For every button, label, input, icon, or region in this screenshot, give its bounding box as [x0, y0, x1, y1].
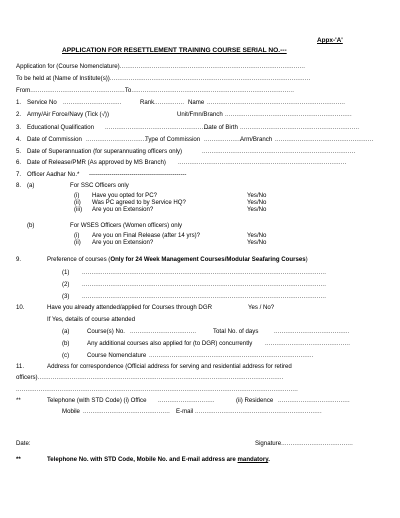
signature-label: Signature: [255, 440, 282, 447]
field-4-row: [16, 136, 374, 143]
to-label: To: [124, 87, 132, 94]
q10-a-row: [62, 328, 350, 335]
preference-option: [62, 281, 327, 288]
field-number: 7.: [16, 171, 22, 178]
option-number: (1): [62, 269, 70, 276]
field-3-row: [16, 124, 360, 131]
release-date-field[interactable]: .........................................................................................: [178, 159, 347, 166]
commission-date-label: Date of Commission: [27, 136, 82, 143]
service-branch-label: Army/Air Force/Navy (Tick (√)): [27, 111, 109, 118]
aadhar-field[interactable]: ------------------------------------------------: [89, 171, 187, 178]
q11-cont: officers): [16, 374, 38, 381]
course-nomenclature-label: Application for (Course Nomenclature): [16, 63, 120, 70]
course-nomenclature-label: Course Nomenclature: [87, 352, 147, 359]
commission-type-field[interactable]: ....................: [204, 136, 242, 143]
superannuation-label: Date of Superannuation (for superannuating officers only): [27, 148, 183, 155]
yes-no-option[interactable]: Yes/No: [247, 199, 267, 206]
additional-courses-field[interactable]: .............................................: [265, 340, 351, 347]
field-6-row: [16, 159, 347, 166]
asterisk-mark: **: [16, 397, 21, 404]
field-number: 5.: [16, 148, 22, 155]
item-number: (i): [74, 192, 80, 199]
rank-label: Rank: [140, 99, 155, 106]
item-number: (iii): [74, 206, 83, 213]
email-field[interactable]: ...................................................................: [195, 408, 322, 415]
q10-row: [16, 304, 275, 311]
institute-label: To be held at (Name of Institute(s)): [16, 75, 110, 82]
signature-field[interactable]: ......................................: [281, 440, 354, 447]
commission-type-label: Type of Commission: [145, 136, 201, 143]
additional-courses-label: Any additional courses also applied for (to DGR) concurrently: [87, 340, 253, 347]
release-date-label: Date of Release/PMR (As approved by MS Branch): [27, 159, 166, 166]
q8-b-row: [27, 222, 183, 229]
yes-no-option[interactable]: Yes/No: [247, 206, 267, 213]
service-no-label: Service No: [27, 99, 57, 106]
item-question: Was PC agreed to by Service HQ?: [92, 199, 186, 206]
field-1-row: [16, 99, 346, 106]
ssc-heading: For SSC Officers only: [70, 182, 129, 189]
q8-b-label: (b): [27, 222, 35, 229]
education-field[interactable]: .......................................................: [105, 124, 210, 131]
item-question: Have you opted for PC?: [92, 192, 158, 199]
mobile-email-row: [62, 408, 322, 415]
mandatory-word: mandatory: [237, 456, 269, 463]
q9-text: Preference of courses (Only for 24 Week Management Courses/Modular Seafaring Courses): [47, 256, 308, 263]
address-line-2: [16, 387, 298, 393]
preference-field[interactable]: .................................................................................................................................: [82, 293, 327, 300]
asterisk-mark: **: [16, 456, 21, 463]
wses-item: [74, 239, 267, 246]
residence-phone-label: (ii) Residence: [236, 397, 274, 404]
course-nomenclature-field[interactable]: ..................................................................................................: [119, 63, 306, 70]
yes-no-option[interactable]: Yes / No?: [248, 304, 275, 311]
yes-no-option[interactable]: Yes/No: [247, 192, 267, 199]
aadhar-label: Officer Aadhar No.*: [27, 171, 80, 178]
course-nomenclature-field[interactable]: .......................................................................................: [149, 352, 314, 359]
field-number: 2.: [16, 111, 22, 118]
field-5-row: [16, 148, 356, 155]
q10-text: Have you already attended/applied for Courses through DGR: [47, 304, 212, 311]
q11-row: [16, 363, 292, 370]
note-text: Telephone No. with STD Code, Mobile No. and E-mail address are: [47, 456, 238, 463]
field-number: 8.: [16, 182, 22, 189]
date-label: Date:: [16, 440, 31, 447]
yes-no-option[interactable]: Yes/No: [247, 232, 267, 239]
option-number: (2): [62, 281, 70, 288]
field-7-row: [16, 171, 187, 178]
dob-label: Date of Birth: [204, 124, 238, 131]
to-field[interactable]: ......................................................................................: [131, 87, 295, 94]
total-days-label: Total No. of days: [213, 328, 259, 335]
from-field[interactable]: ..................................................: [30, 87, 125, 94]
field-number: 9.: [16, 256, 22, 263]
unit-field[interactable]: ...................................................................: [225, 111, 352, 118]
field-number: 6.: [16, 159, 22, 166]
course-nomenclature-row: [16, 64, 305, 70]
signature-row: [255, 441, 353, 447]
field-number: 4.: [16, 136, 22, 143]
address-field[interactable]: .....................................................................................................................................................: [16, 386, 299, 393]
field-number: 3.: [16, 124, 22, 131]
q11-text: Address for correspondence (Official address for serving and residential address for retired: [47, 363, 292, 370]
course-no-field[interactable]: ...................................: [130, 328, 197, 335]
mobile-label: Mobile: [62, 408, 80, 415]
arm-branch-field[interactable]: ....................................................: [275, 136, 374, 143]
field-2-row: [16, 111, 352, 118]
from-label: From: [16, 87, 31, 94]
item-question: Are you on Extension?: [92, 206, 154, 213]
arm-branch-label: Arm/Branch: [240, 136, 273, 143]
preference-option: [62, 269, 327, 276]
appendix-label: Appx-'A': [317, 37, 343, 44]
q11-cont-row: [16, 375, 284, 381]
field-number: 11.: [16, 363, 25, 370]
commission-date-field[interactable]: ................................: [86, 136, 147, 143]
date-range-row: [16, 88, 294, 94]
office-phone-label: Telephone (with STD Code) (i) Office: [47, 397, 147, 404]
item-question: Are you on Final Release (after 14 yrs)?: [92, 232, 201, 239]
institute-field[interactable]: ..........................................................................................................: [109, 75, 311, 82]
telephone-row: [16, 397, 350, 404]
residence-phone-field[interactable]: ......................................: [278, 397, 350, 404]
office-phone-field[interactable]: ..............................: [158, 397, 215, 404]
mandatory-note: ** Telephone No. with STD Code, Mobile No. and E-mail address are mandatory.: [16, 456, 270, 463]
q10-c-row: [62, 352, 314, 359]
field-number: 10.: [16, 304, 25, 311]
preference-option: [62, 293, 327, 300]
total-days-field[interactable]: ........................................: [274, 328, 350, 335]
address-field[interactable]: ..................................................................................................................................: [37, 374, 284, 381]
q9-row: [16, 256, 308, 263]
item-number: (i): [74, 232, 80, 239]
superannuation-field[interactable]: .................................................................................: [202, 148, 356, 155]
yes-no-option[interactable]: Yes/No: [247, 239, 267, 246]
q10-b-row: [62, 340, 351, 347]
item-question: Are you on Extension?: [92, 239, 154, 246]
q8-a-label: (a): [27, 182, 35, 189]
name-field[interactable]: .........................................................................: [207, 99, 346, 106]
option-number: (3): [62, 293, 70, 300]
q9-bold-note: Only for 24 Week Management Courses/Modular Seafaring Courses: [110, 256, 306, 263]
form-title: APPLICATION FOR RESETTLEMENT TRAINING COURSE SERIAL NO.---: [62, 47, 287, 54]
q8-a-row: [16, 182, 129, 189]
item-number: (ii): [74, 199, 81, 206]
course-no-label: Course(s) No.: [87, 328, 125, 335]
date-row: [16, 441, 31, 447]
preference-field[interactable]: .................................................................................................................................: [82, 281, 327, 288]
item-number: (ii): [74, 239, 81, 246]
q10-b-label: (b): [62, 340, 70, 347]
service-no-field[interactable]: ...............................: [63, 99, 122, 106]
name-label: Name: [188, 99, 205, 106]
q10-a-label: (a): [62, 328, 70, 335]
rank-field[interactable]: ................: [154, 99, 185, 106]
dob-field[interactable]: ...............................................................: [240, 124, 360, 131]
q10-c-label: (c): [62, 352, 70, 359]
q10-details: If Yes, details of course attended: [47, 316, 136, 323]
preference-field[interactable]: .................................................................................................................................: [82, 269, 327, 276]
unit-label: Unit/Fmn/Branch: [177, 111, 223, 118]
institute-row: [16, 76, 311, 82]
education-label: Educational Qualification: [27, 124, 95, 131]
ssc-item: [74, 206, 267, 213]
wses-heading: For WSES Officers (Women officers) only: [70, 222, 183, 229]
email-label: E-mail: [176, 408, 194, 415]
mobile-field[interactable]: ..............................................: [83, 408, 171, 415]
field-number: 1.: [16, 99, 22, 106]
